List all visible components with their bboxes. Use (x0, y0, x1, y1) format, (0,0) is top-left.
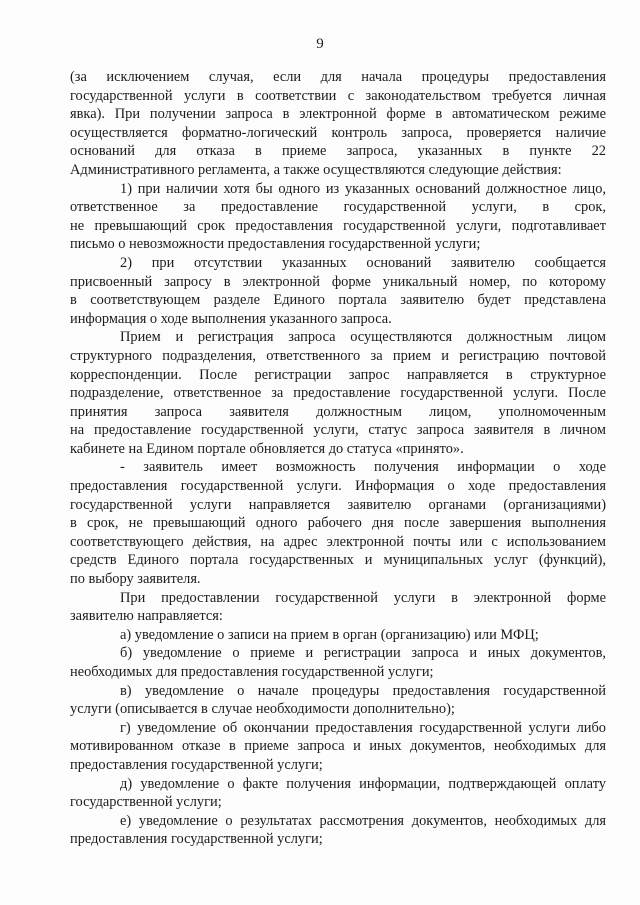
text-line: г) уведомление об окончании предоставления государственной услуги либо (120, 719, 606, 736)
text-line: не превышающий срок предоставления государственной услуги, подготавливает (70, 217, 606, 234)
paragraph (70, 254, 606, 328)
paragraph (70, 328, 606, 458)
paragraph (70, 812, 606, 849)
text-line: Прием и регистрация запроса осуществляются должностным лицом (120, 329, 606, 346)
paragraph (70, 458, 606, 588)
text-line: информация о ходе выполнения указанного запроса. (70, 310, 392, 327)
paragraph (70, 682, 606, 719)
paragraph (70, 644, 606, 681)
paragraph (70, 626, 606, 645)
text-line: корреспонденции. После регистрации запрос направляется в структурное (70, 366, 606, 383)
text-line: услуги (описывается в случае необходимости дополнительно); (70, 701, 455, 718)
text-line: в) уведомление о начале процедуры предоставления государственной (120, 682, 606, 699)
text-line: кабинете на Едином портале обновляется до статуса «принято». (70, 440, 464, 457)
text-line: присвоенный запросу в электронной форме уникальный номер, по которому (70, 273, 606, 290)
text-line: государственной услуги в соответствии с законодательством требуется личная (70, 87, 606, 104)
text-line: а) уведомление о записи на прием в орган (организацию) или МФЦ; (120, 626, 539, 643)
paragraph (70, 589, 606, 626)
text-line: заявителю направляется: (70, 608, 223, 625)
text-line: явка). При получении запроса в электронной форме в автоматическом режиме (70, 106, 606, 123)
text-line: д) уведомление о факте получения информации, подтверждающей оплату (120, 775, 606, 792)
text-line: по выбору заявителя. (70, 571, 201, 588)
text-line: предоставления государственной услуги. Информация о ходе предоставления (70, 478, 606, 495)
text-line: предоставления государственной услуги; (70, 831, 323, 848)
text-line: осуществляется форматно-логический контроль запроса, проверяется наличие (70, 124, 606, 141)
paragraph (70, 180, 606, 254)
text-line: государственной услуги направляется заявителю органами (организациями) (70, 496, 606, 513)
document-body (70, 68, 606, 849)
text-line: в соответствующем разделе Единого портала заявителю будет представлена (70, 292, 606, 309)
text-line: в срок, не превышающий одного рабочего дня после завершения выполнения (70, 515, 606, 532)
text-line: ответственное за предоставление государственной услуги, в срок, (70, 199, 606, 216)
text-line: мотивированном отказе в приеме запроса и иных документов, необходимых для (70, 738, 606, 755)
text-line: е) уведомление о результатах рассмотрения документов, необходимых для (120, 812, 606, 829)
text-line: оснований для отказа в приеме запроса, указанных в пункте 22 (70, 143, 606, 160)
text-line: При предоставлении государственной услуги в электронной форме (120, 589, 606, 606)
text-line: подразделение, ответственное за предоставление государственной услуги. После (70, 385, 606, 402)
paragraph (70, 68, 606, 180)
paragraph (70, 775, 606, 812)
text-line: 2) при отсутствии указанных оснований заявителю сообщается (120, 254, 606, 271)
page-number: 9 (316, 36, 324, 52)
text-line: принятия запроса заявителя должностным лицом, уполномоченным (70, 403, 606, 420)
text-line: б) уведомление о приеме и регистрации запроса и иных документов, (120, 645, 606, 662)
text-line: - заявитель имеет возможность получения информации о ходе (120, 459, 606, 476)
paragraph (70, 719, 606, 775)
text-line: структурного подразделения, ответственного за прием и регистрацию почтовой (70, 347, 606, 364)
text-line: государственной услуги; (70, 794, 222, 811)
text-line: средств Единого портала государственных и муниципальных услуг (функций), (70, 552, 606, 569)
text-line: 1) при наличии хотя бы одного из указанных оснований должностное лицо, (120, 180, 606, 197)
text-line: необходимых для предоставления государственной услуги; (70, 664, 434, 680)
text-line: предоставления государственной услуги; (70, 756, 323, 773)
text-line: на предоставление государственной услуги, статус запроса заявителя в личном (70, 422, 606, 439)
text-line: письмо о невозможности предоставления государственной услуги; (70, 236, 481, 253)
text-line: Административного регламента, а также осуществляются следующие действия: (70, 161, 562, 178)
text-line: (за исключением случая, если для начала процедуры предоставления (70, 69, 606, 85)
text-line: соответствующего действия, на адрес электронной почты или с использованием (70, 533, 606, 550)
